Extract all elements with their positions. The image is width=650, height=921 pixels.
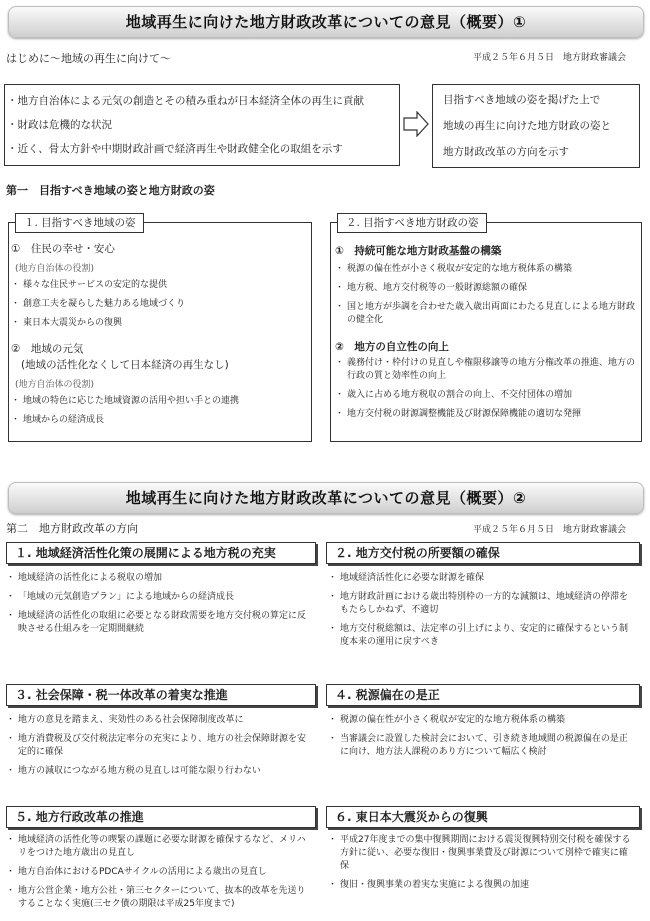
list-item: ・ 地方税、地方交付税等の一般財源総額の確保 bbox=[335, 282, 635, 295]
list-item: ・ 地方交付税総額は、法定率の引上げにより、安定的に確保するという制度本来の運用に戻すべき bbox=[328, 623, 634, 649]
block-title: １. 地域経済活性化策の展開による地方税の充実 bbox=[6, 542, 316, 564]
subheading-sub: (地域の活性化なくして日本経済の再生なし) bbox=[21, 359, 229, 371]
block-title: ３. 社会保障・税一体改革の着実な推進 bbox=[6, 684, 316, 706]
list-item: ・ 地域経済の活性化の取組に必要となる財政需要を地方交付税の算定に反映させる仕組みを一定期間継続 bbox=[6, 610, 306, 636]
list-item: ・ 地域経済の活性化等の喫緊の課題に必要な財源を確保するなど、メリハリをつけた地方歳出の見直し bbox=[6, 834, 306, 860]
page1-banner: 地域再生に向けた地方財政改革についての意見（概要）① bbox=[8, 6, 644, 38]
list-item: ・ 国と地方が歩調を合わせた歳入歳出両面にわたる見直しによる地方財政の健全化 bbox=[335, 301, 635, 327]
list-item: ・ 東日本大震災からの復興 bbox=[11, 317, 307, 330]
block-title: ４. 税源偏在の是正 bbox=[326, 684, 640, 706]
note: (地方自治体の役割) bbox=[15, 264, 95, 274]
list-item: ・ 様々な住民サービスの安定的な提供 bbox=[11, 279, 307, 292]
list-item: ・ 義務付け・枠付けの見直しや権限移譲等の地方分権改革の推進、地方の行政の質と効率性の向上 bbox=[335, 357, 635, 383]
page1-section-title: 第一 目指すべき地域の姿と地方財政の姿 bbox=[6, 184, 215, 197]
list-item: ・ 地方財政計画における歳出特別枠の一方的な減額は、地域経済の停滞をもたらしかねず、不適切 bbox=[328, 591, 634, 617]
subheading: ② 地域の元気 bbox=[11, 343, 84, 355]
list-item: ・ 地方自治体におけるPDCAサイクルの活用による歳出の見直し bbox=[6, 866, 306, 879]
panel-title: ２. 目指すべき地方財政の姿 bbox=[337, 213, 487, 233]
intro-right-item: 地域の再生に向けた地方財政の姿と bbox=[443, 120, 611, 132]
note: (地方自治体の役割) bbox=[15, 380, 95, 390]
block-title: ２. 地方交付税の所要額の確保 bbox=[326, 542, 640, 564]
list-item: ・ 当審議会に設置した検討会において、引き続き地域間の税源偏在の是正に向け、地方法人課税のあり方について幅広く検討 bbox=[328, 733, 634, 759]
subheading: ① 持続可能な地方財政基盤の構築 bbox=[335, 245, 502, 257]
list-item: ・ 税源の偏在性が小さく税収が安定的な地方税体系の構築 bbox=[328, 714, 634, 727]
list-item: ・ 歳入に占める地方税収の割合の向上、不交付団体の増加 bbox=[335, 389, 635, 402]
intro-right-item: 目指すべき地域の姿を掲げた上で bbox=[443, 94, 601, 106]
right-arrow-icon bbox=[403, 111, 429, 137]
page2-date: 平成２５年６月５日 地方財政審議会 bbox=[472, 525, 626, 535]
list-item: ・ 地方の減収につながる地方税の見直しは可能な限り行わない bbox=[6, 765, 306, 778]
intro-left-box bbox=[4, 84, 400, 166]
page1-date: 平成２５年６月５日 地方財政審議会 bbox=[472, 53, 626, 63]
subheading: ② 地方の自立性の向上 bbox=[335, 341, 449, 353]
block-title: ６. 東日本大震災からの復興 bbox=[326, 806, 640, 828]
list-item: ・ 税源の偏在性が小さく税収が安定的な地方税体系の構築 bbox=[335, 263, 635, 276]
panel-title: １. 目指すべき地域の姿 bbox=[15, 213, 144, 233]
list-item: ・ 平成27年度までの集中復興期間における震災復興特別交付税を確保する方針に従い、必要な復旧・復興事業費及び財源について別枠で確実に確保 bbox=[328, 834, 634, 873]
list-item: ・ 地方交付税の財源調整機能及び財源保障機能の適切な発揮 bbox=[335, 408, 635, 421]
list-item: ・ 「地域の元気創造プラン」による地域からの経済成長 bbox=[6, 591, 306, 604]
list-item: ・ 地方消費税及び交付税法定率分の充実により、地方の社会保障財源を安定的に確保 bbox=[6, 733, 306, 759]
list-item: ・ 地域の特色に応じた地域資源の活用や担い手との連携 bbox=[11, 395, 307, 408]
list-item: ・ 地域経済活性化に必要な財源を確保 bbox=[328, 572, 634, 585]
list-item: ・ 地域経済の活性化による税収の増加 bbox=[6, 572, 306, 585]
panel-target-region bbox=[8, 217, 312, 442]
intro-left-item: ・財政は危機的な状況 bbox=[7, 119, 112, 131]
page1-subtitle: はじめに～地域の再生に向けて～ bbox=[6, 52, 171, 65]
intro-right-item: 地方財政改革の方向を示す bbox=[443, 146, 569, 158]
subheading: ① 住民の幸せ・安心 bbox=[11, 243, 115, 255]
block-title: ５. 地方行政改革の推進 bbox=[6, 806, 316, 828]
intro-left-item: ・地方自治体による元気の創造とその積み重ねが日本経済全体の再生に貢献 bbox=[7, 95, 364, 107]
page2-banner: 地域再生に向けた地方財政改革についての意見（概要）② bbox=[8, 482, 644, 514]
list-item: ・ 地方公営企業・地方公社・第三セクターについて、抜本的改革を先送りすることなく実施(三セク債の期限は平成25年度まで) bbox=[6, 885, 306, 911]
list-item: ・ 創意工夫を凝らした魅力ある地域づくり bbox=[11, 298, 307, 311]
list-item: ・ 復旧・復興事業の着実な実施による復興の加速 bbox=[328, 879, 634, 892]
panel-target-finance bbox=[330, 217, 642, 442]
intro-left-item: ・近く、骨太方針や中期財政計画で経済再生や財政健全化の取組を示す bbox=[7, 143, 343, 155]
page2-section-title: 第二 地方財政改革の方向 bbox=[6, 522, 138, 535]
intro-right-box bbox=[432, 84, 640, 168]
list-item: ・ 地方の意見を踏まえ、実効性のある社会保障制度改革に bbox=[6, 714, 306, 727]
list-item: ・ 地域からの経済成長 bbox=[11, 414, 307, 427]
